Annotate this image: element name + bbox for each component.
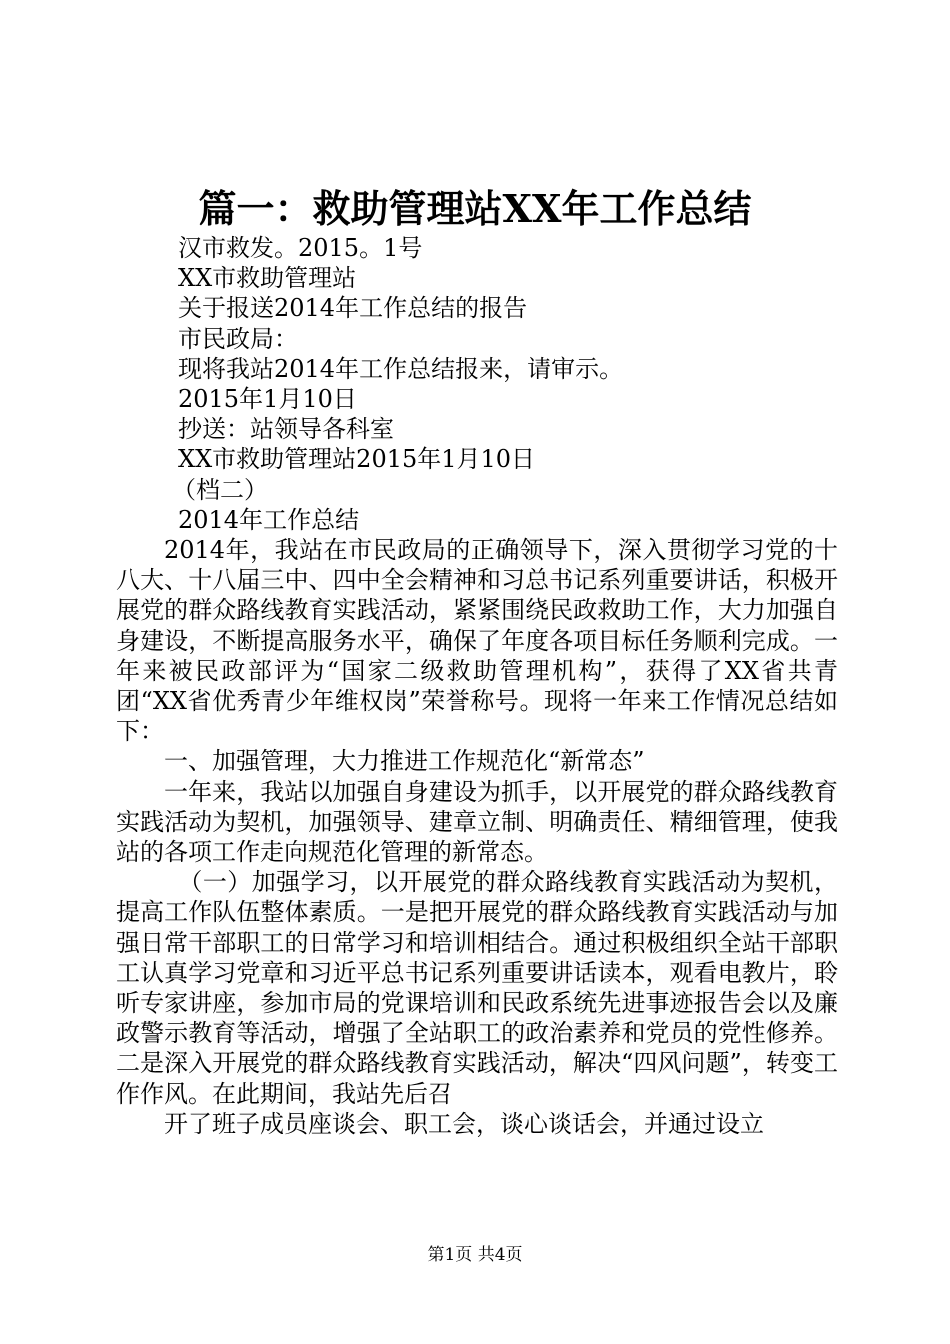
- submission-note: 现将我站2014年工作总结报来，请审示。: [178, 354, 624, 383]
- page-footer: 第1页 共4页: [427, 1245, 523, 1265]
- document-title: 篇一：救助管理站XX年工作总结: [198, 186, 752, 231]
- recipient: 市民政局：: [178, 324, 298, 353]
- report-subject: 关于报送2014年工作总结的报告: [178, 294, 528, 323]
- paragraph-intro: 2014年，我站在市民政局的正确领导下，深入贯彻学习党的十八大、十八届三中、四中全会精神和习总书记系列重要讲话，积极开展党的群众路线教育实践活动，紧紧围绕民政救助工作，大力加强自身建设，不断提高服务水平，确保了年度各项目标任务顺利完成。一年来被民政部评为“国家二级救助管理机构”，获得了XX省共青团“XX省优秀青少年维权岗”荣誉称号。现将一年来工作情况总结如下：: [116, 536, 838, 746]
- paragraph-study: （一）加强学习，以开展党的群众路线教育实践活动为契机，提高工作队伍整体素质。一是把开展党的群众路线教育实践活动与加强日常干部职工的日常学习和培训相结合。通过积极组织全站干部职工认真学习党章和习近平总书记系列重要讲话读本，观看电教片，聆听专家讲座，参加市局的党课培训和民政系统先进事迹报告会以及廉政警示教育等活动，增强了全站职工的政治素养和党员的党性修养。二是深入开展党的群众路线教育实践活动，解决“四风问题”，转变工作作风。在此期间，我站先后召: [116, 868, 838, 1108]
- cc-line: 抄送：站领导各科室: [178, 415, 394, 444]
- paragraph-heading-one: 一、加强管理，大力推进工作规范化“新常态”: [164, 747, 645, 776]
- report-date: 2015年1月10日: [178, 385, 357, 414]
- paragraph-continued: 开了班子成员座谈会、职工会，谈心谈话会，并通过设立: [164, 1109, 764, 1138]
- paragraph-management: 一年来，我站以加强自身建设为抓手，以开展党的群众路线教育实践活动为契机，加强领导、建章立制、明确责任、精细管理，使我站的各项工作走向规范化管理的新常态。: [116, 777, 838, 867]
- archive-note: （档二）: [172, 475, 268, 504]
- document-number: 汉市救发。2015。1号: [178, 234, 423, 262]
- document-body: [116, 233, 838, 1139]
- issuing-organization: XX市救助管理站: [178, 264, 357, 293]
- section-heading: 2014年工作总结: [178, 505, 360, 534]
- signature-line: XX市救助管理站2015年1月10日: [178, 445, 536, 474]
